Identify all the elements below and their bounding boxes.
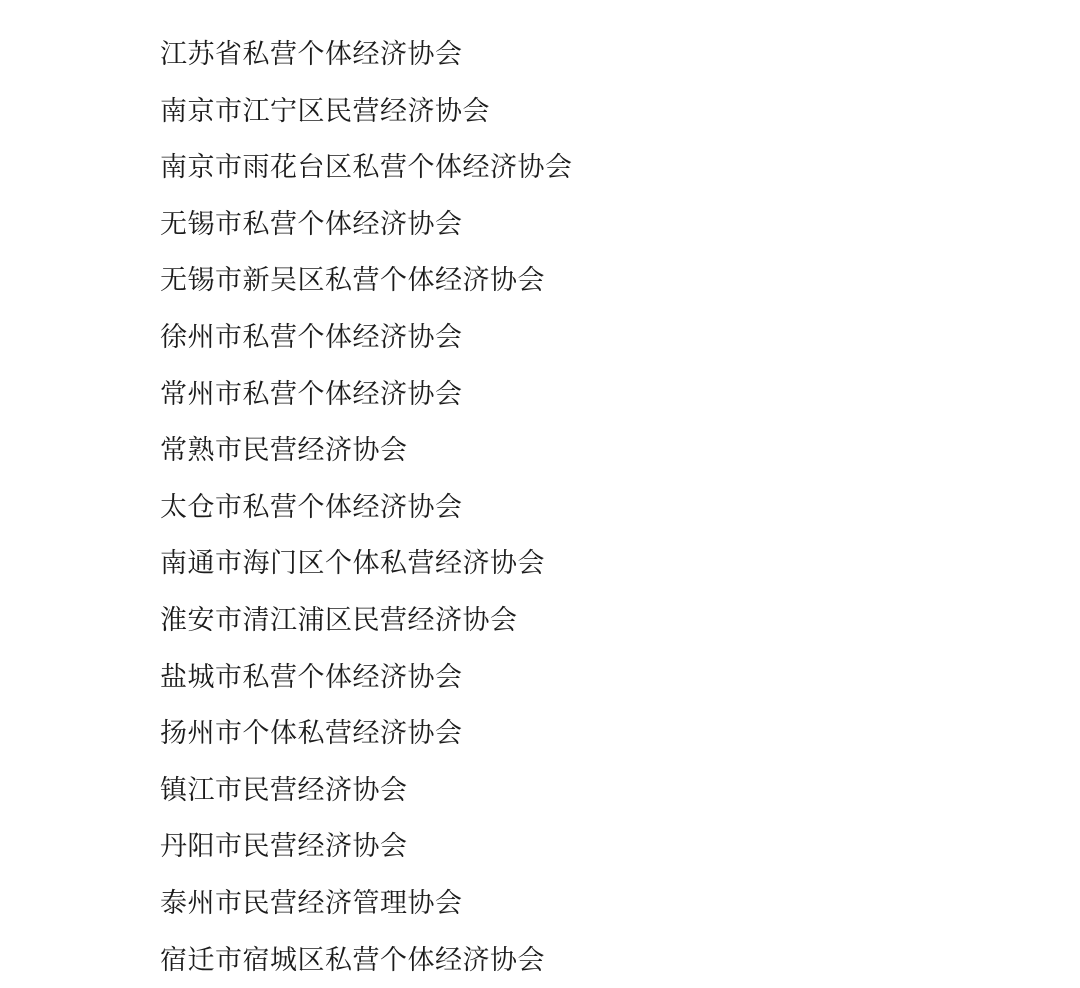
list-item: 无锡市私营个体经济协会 xyxy=(160,196,1080,253)
list-item: 泰州市民营经济管理协会 xyxy=(160,875,1080,932)
list-item: 淮安市清江浦区民营经济协会 xyxy=(160,592,1080,649)
list-item: 南京市江宁区民营经济协会 xyxy=(160,83,1080,140)
list-item: 常州市私营个体经济协会 xyxy=(160,366,1080,423)
list-item: 江苏省私营个体经济协会 xyxy=(160,26,1080,83)
list-item: 常熟市民营经济协会 xyxy=(160,422,1080,479)
list-item: 南京市雨花台区私营个体经济协会 xyxy=(160,139,1080,196)
list-item: 徐州市私营个体经济协会 xyxy=(160,309,1080,366)
list-item: 太仓市私营个体经济协会 xyxy=(160,479,1080,536)
list-item: 丹阳市民营经济协会 xyxy=(160,818,1080,875)
organization-list xyxy=(160,26,1080,988)
list-item: 盐城市私营个体经济协会 xyxy=(160,649,1080,706)
list-item: 无锡市新吴区私营个体经济协会 xyxy=(160,252,1080,309)
list-item: 宿迁市宿城区私营个体经济协会 xyxy=(160,932,1080,988)
list-item: 南通市海门区个体私营经济协会 xyxy=(160,535,1080,592)
list-item: 镇江市民营经济协会 xyxy=(160,762,1080,819)
list-item: 扬州市个体私营经济协会 xyxy=(160,705,1080,762)
